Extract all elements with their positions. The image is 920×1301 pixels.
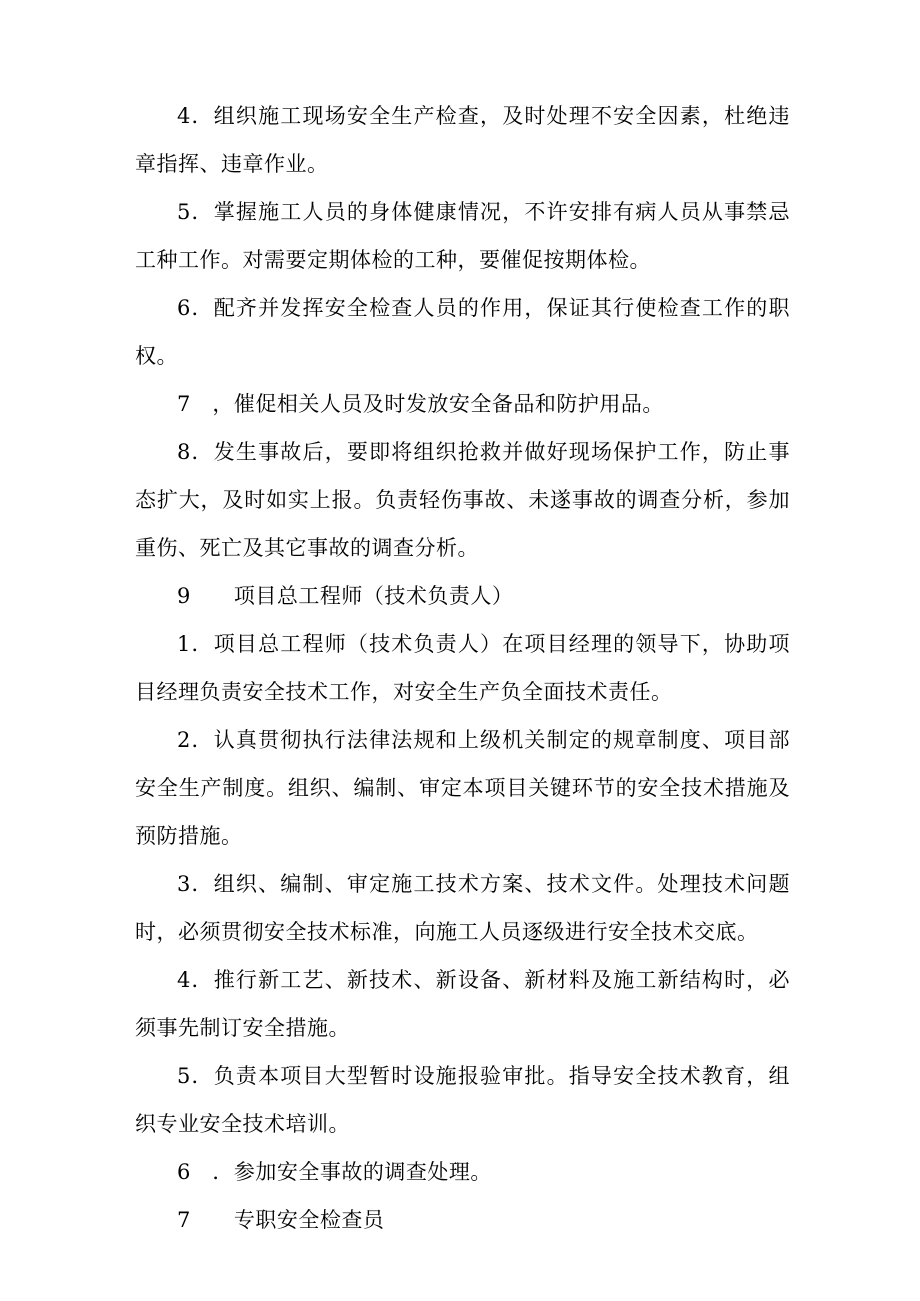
section-heading: 7 专职安全检查员 — [177, 1208, 385, 1232]
paragraph: 1．项目总工程师（技术负责人）在项目经理的领导下，协助项目经理负责安全技术工作，对安全生产负全面技术责任。 — [135, 632, 790, 704]
paragraph: 2．认真贯彻执行法律法规和上级机关制定的规章制度、项目部安全生产制度。组织、编制、审定本项目关键环节的安全技术措施及预防措施。 — [135, 728, 790, 848]
section-heading: 9 项目总工程师（技术负责人） — [177, 584, 514, 608]
paragraph: 4．推行新工艺、新技术、新设备、新材料及施工新结构时，必须事先制订安全措施。 — [135, 968, 790, 1040]
paragraph: 4．组织施工现场安全生产检查，及时处理不安全因素，杜绝违章指挥、违章作业。 — [135, 104, 790, 176]
paragraph: 5．负责本项目大型暂时设施报验审批。指导安全技术教育，组织专业安全技术培训。 — [135, 1064, 790, 1136]
paragraph: 8．发生事故后，要即将组织抢救并做好现场保护工作，防止事态扩大，及时如实上报。负责轻伤事故、未遂事故的调查分析，参加重伤、死亡及其它事故的调查分析。 — [135, 440, 790, 560]
paragraph: 6．配齐并发挥安全检查人员的作用，保证其行使检查工作的职权。 — [135, 296, 790, 368]
paragraph: 5．掌握施工人员的身体健康情况，不许安排有病人员从事禁忌工种工作。对需要定期体检的工种，要催促按期体检。 — [135, 200, 790, 272]
paragraph: 3．组织、编制、审定施工技术方案、技术文件。处理技术问题时，必须贯彻安全技术标准，向施工人员逐级进行安全技术交底。 — [135, 872, 790, 944]
document-body — [135, 92, 790, 1244]
paragraph: 6 ．参加安全事故的调查处理。 — [177, 1160, 492, 1184]
paragraph: 7 ，催促相关人员及时发放安全备品和防护用品。 — [177, 392, 664, 416]
